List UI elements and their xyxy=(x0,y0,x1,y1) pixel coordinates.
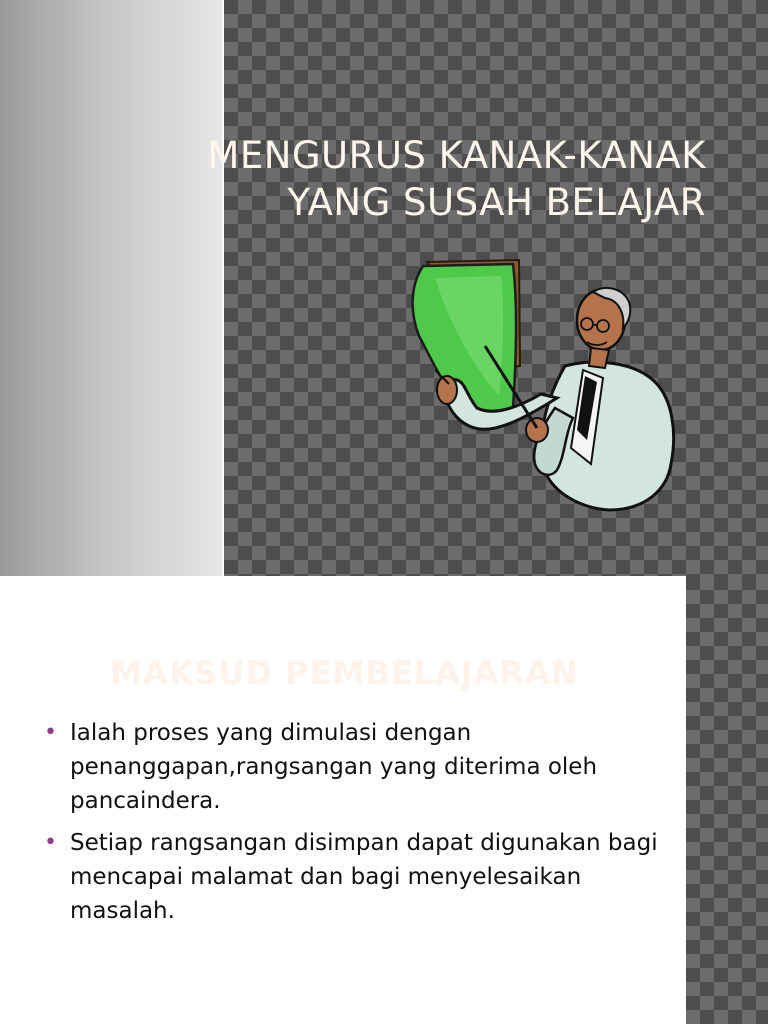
bullet-text: Ialah proses yang dimulasi dengan penanggapan,rangsangan yang diterima oleh pancaindera. xyxy=(70,720,598,814)
bullet-marker-icon: • xyxy=(44,720,57,745)
slide-heading: MAKSUD PEMBELAJARAN xyxy=(110,654,579,692)
slide-title-line-1: MENGURUS KANAK-KANAK xyxy=(207,134,706,177)
diamond-pattern-strip xyxy=(686,576,768,1024)
gradient-side-panel xyxy=(0,0,224,576)
teacher-clipart-icon xyxy=(405,258,690,513)
slide-title-line-2: YANG SUSAH BELAJAR xyxy=(287,181,706,224)
bullet-item xyxy=(44,826,674,928)
bullet-item xyxy=(44,716,674,818)
slide-title xyxy=(207,132,706,226)
bullet-text: Setiap rangsangan disimpan dapat digunakan bagi mencapai malamat dan bagi menyelesaikan masalah. xyxy=(70,830,658,924)
bullet-list xyxy=(44,716,674,936)
bullet-marker-icon: • xyxy=(44,830,57,855)
content-slide xyxy=(0,576,768,1024)
